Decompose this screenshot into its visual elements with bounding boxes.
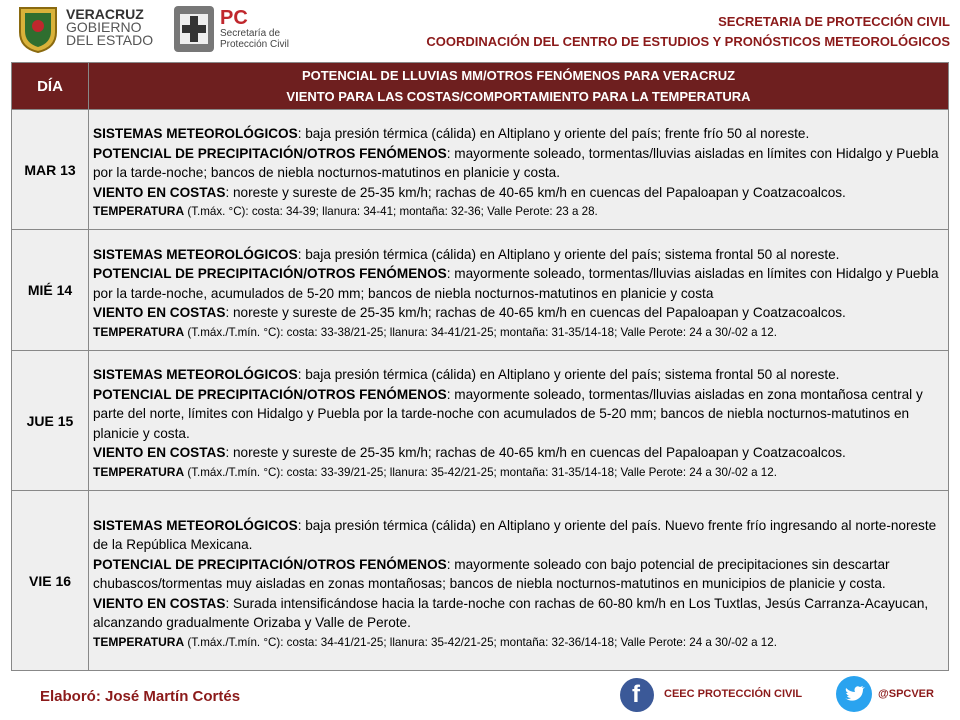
gov-line3: DEL ESTADO [66, 32, 154, 48]
sistemas-text: : baja presión térmica (cálida) en Altiplano y oriente del país; frente frío 50 al noreste. [297, 126, 810, 141]
viento-line [93, 183, 944, 203]
column-header-day: DÍA [12, 63, 89, 110]
precip-line [93, 385, 944, 444]
viento-label: VIENTO EN COSTAS [93, 445, 226, 461]
header-title-1: SECRETARIA DE PROTECCIÓN CIVIL [718, 14, 950, 29]
forecast-cell [89, 491, 949, 671]
header-titles [426, 12, 950, 52]
temp-text: (T.máx./T.mín. °C): costa: 33-38/21-25; llanura: 34-41/21-25; montaña: 31-35/14-18; Valle Perote: 24 a 30/-02 a 12. [184, 325, 777, 339]
column-header-forecast-line2: VIENTO PARA LAS COSTAS/COMPORTAMIENTO PARA LA TEMPERATURA [286, 89, 751, 104]
viento-line [93, 443, 944, 463]
temp-label: TEMPERATURA [93, 324, 185, 339]
day-cell: JUE 15 [12, 351, 89, 491]
viento-line [93, 594, 944, 633]
table-header-row [12, 63, 949, 110]
temp-text: (T.máx./T.mín. °C): costa: 34-41/21-25; llanura: 35-42/21-25; montaña: 32-36/14-18; Valle Perote: 24 a 30/-02 a 12. [184, 635, 777, 649]
precip-label: POTENCIAL DE PRECIPITACIÓN/OTROS FENÓMENOS [93, 386, 447, 402]
viento-text: : noreste y sureste de 25-35 km/h; rachas de 40-65 km/h en cuencas del Papaloapan y Coatzacoalcos. [225, 445, 846, 461]
page-header [0, 0, 960, 62]
gov-line1: VERACRUZ [66, 6, 144, 22]
sistemas-text: : baja presión térmica (cálida) en Altiplano y oriente del país. Nuevo frente frío ingresando al norte-noreste de la República Mexicana. [93, 517, 937, 552]
precip-line [93, 555, 944, 594]
sistemas-label: SISTEMAS METEOROLÓGICOS [93, 126, 298, 141]
temp-label: TEMPERATURA [93, 464, 185, 479]
forecast-cell [89, 351, 949, 491]
author-credit: Elaboró: José Martín Cortés [40, 688, 241, 705]
day-cell: MAR 13 [12, 110, 89, 230]
table-row [12, 491, 949, 671]
pc-abbr: PC [220, 7, 248, 29]
viento-text: : Surada intensificándose hacia la tarde-noche con rachas de 60-80 km/h en Los Tuxtlas, Jesús Carranza-Acayucan, alcanzando gradualmente Orizaba y Valle de Perote. [93, 595, 929, 630]
gov-line2: GOBIERNO [66, 19, 142, 35]
proteccion-civil-emblem [170, 4, 218, 54]
temp-text: (T.máx./T.mín. °C): costa: 33-39/21-25; llanura: 35-42/21-25; montaña: 31-35/14-18; Valle Perote: 24 a 30/-02 a 12. [184, 465, 777, 479]
viento-label: VIENTO EN COSTAS [93, 305, 226, 320]
sistemas-text: : baja presión térmica (cálida) en Altiplano y oriente del país; sistema frontal 50 al noreste. [297, 367, 840, 383]
day-cell: MIÉ 14 [12, 230, 89, 351]
viento-label: VIENTO EN COSTAS [93, 184, 226, 200]
sistemas-label: SISTEMAS METEOROLÓGICOS [93, 517, 298, 533]
viento-line [93, 303, 944, 323]
page-footer [0, 672, 960, 720]
temp-line [93, 633, 944, 652]
temp-line [93, 463, 944, 482]
day-cell: VIE 16 [12, 491, 89, 671]
sistemas-line [93, 365, 944, 385]
twitter-icon[interactable] [836, 676, 872, 712]
pc-line1: Secretaría de [220, 28, 281, 39]
sistemas-line [93, 516, 944, 555]
pc-line2: Protección Civil [220, 39, 289, 50]
table-row [12, 230, 949, 351]
viento-label: VIENTO EN COSTAS [93, 595, 226, 611]
viento-text: : noreste y sureste de 25-35 km/h; rachas de 40-65 km/h en cuencas del Papaloapan y Coatzacoalcos. [225, 305, 846, 320]
twitter-bird-icon [836, 676, 872, 712]
gobierno-veracruz-name [66, 8, 153, 47]
viento-text: : noreste y sureste de 25-35 km/h; rachas de 40-65 km/h en cuencas del Papaloapan y Coatzacoalcos. [225, 184, 846, 200]
temp-text: (T.máx. °C): costa: 34-39; llanura: 34-41; montaña: 32-36; Valle Perote: 23 a 28. [184, 205, 598, 218]
forecast-cell [89, 110, 949, 230]
sistemas-line [93, 124, 944, 144]
forecast-table [11, 62, 949, 671]
temp-line [93, 202, 944, 221]
table-row [12, 110, 949, 230]
precip-text: : mayormente soleado con bajo potencial de precipitaciones sin descartar chubascos/tormentas muy aisladas en zonas montañosas; bancos de niebla nocturnos-matutinos en municipios de planicie y costa. [93, 556, 890, 591]
sistemas-text: : baja presión térmica (cálida) en Altiplano y oriente del país; sistema frontal 50 al noreste. [297, 246, 840, 262]
precip-text: : mayormente soleado, tormentas/lluvias aisladas en límites con Hidalgo y Puebla por la tarde-noche; bancos de niebla nocturnos-matutinos en planicie y costa. [93, 145, 939, 180]
sistemas-label: SISTEMAS METEOROLÓGICOS [93, 246, 298, 262]
precip-label: POTENCIAL DE PRECIPITACIÓN/OTROS FENÓMENOS [93, 556, 447, 572]
precip-line [93, 264, 944, 303]
precip-line [93, 144, 944, 183]
table-row [12, 351, 949, 491]
temp-label: TEMPERATURA [93, 204, 185, 218]
precip-text: : mayormente soleado, tormentas/lluvias aisladas en zona montañosa central y parte del norte, límites con Hidalgo y Puebla por la tarde-noche con acumulados de 5-20 mm; bancos de niebla nocturnos-matutinos en planicie y costa. [93, 386, 923, 441]
precip-label: POTENCIAL DE PRECIPITACIÓN/OTROS FENÓMENOS [93, 266, 447, 281]
column-header-forecast [89, 63, 949, 110]
temp-label: TEMPERATURA [93, 634, 185, 649]
twitter-handle[interactable]: @SPCVER [878, 688, 934, 700]
veracruz-shield-logo [16, 4, 60, 54]
sistemas-label: SISTEMAS METEOROLÓGICOS [93, 367, 298, 383]
proteccion-civil-name [220, 8, 289, 50]
sistemas-line [93, 245, 944, 265]
header-title-2: COORDINACIÓN DEL CENTRO DE ESTUDIOS Y PRONÓSTICOS METEOROLÓGICOS [426, 34, 950, 49]
precip-label: POTENCIAL DE PRECIPITACIÓN/OTROS FENÓMENOS [93, 145, 447, 161]
facebook-link[interactable]: CEEC PROTECCIÓN CIVIL [664, 688, 803, 700]
column-header-forecast-line1: POTENCIAL DE LLUVIAS MM/OTROS FENÓMENOS PARA VERACRUZ [301, 68, 736, 83]
facebook-icon[interactable]: f [620, 678, 654, 712]
precip-text: : mayormente soleado, tormentas/lluvias aisladas en límites con Hidalgo y Puebla por la tarde-noche, acumulados de 5-20 mm; bancos de niebla nocturnos-matutinos en planicie y costa [93, 266, 939, 301]
forecast-cell [89, 230, 949, 351]
temp-line [93, 323, 944, 342]
